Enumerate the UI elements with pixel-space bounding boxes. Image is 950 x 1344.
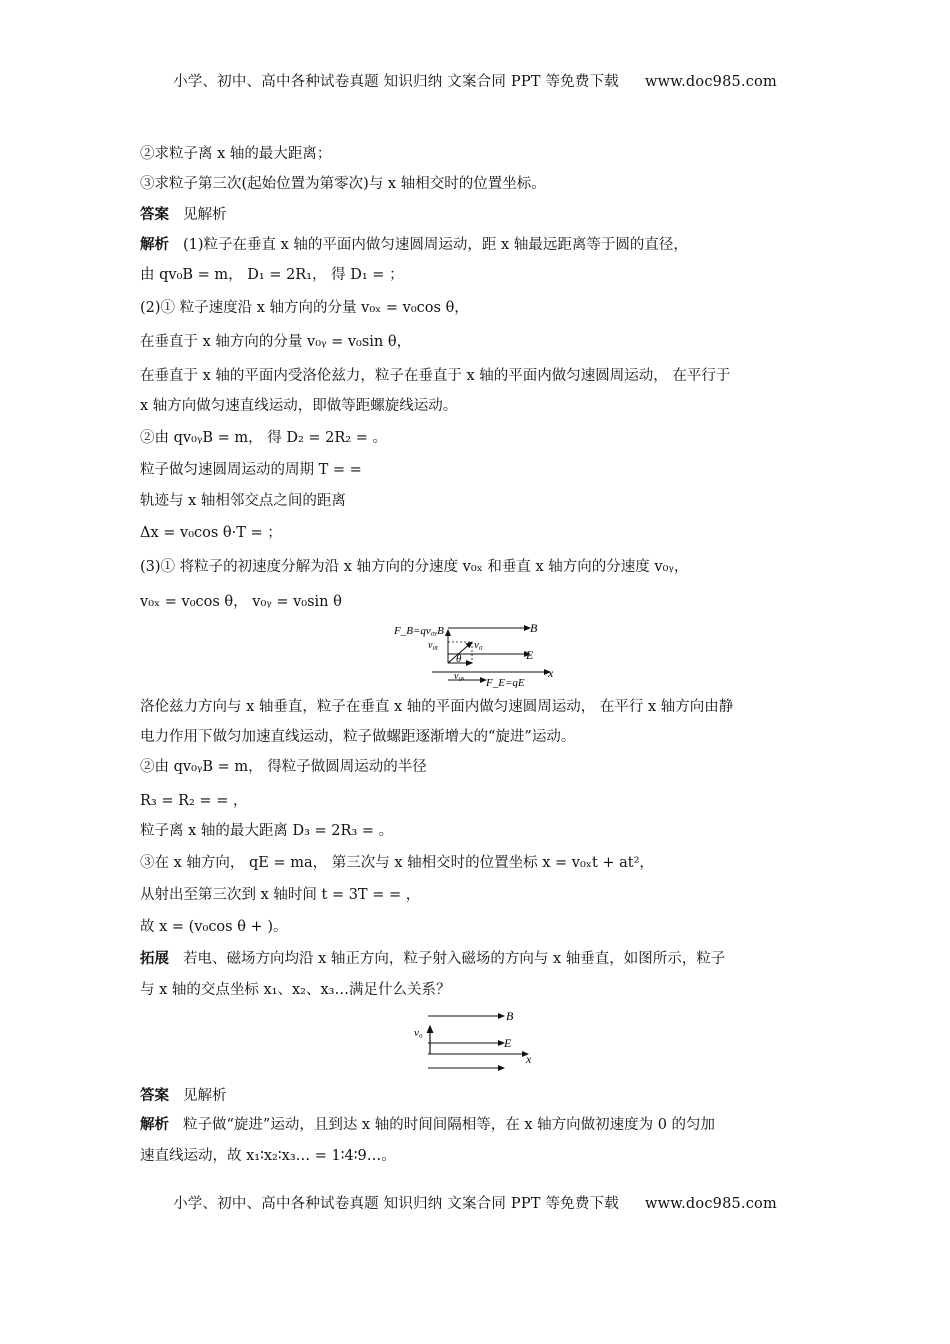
answer-label: 答案	[140, 206, 169, 223]
page-footer	[0, 1192, 950, 1213]
text-line: v₀ₓ = v₀cos θ， v₀ᵧ = v₀sin θ	[140, 594, 342, 610]
extension-label: 拓展	[140, 950, 169, 967]
v0x-label: v₀ₓ	[454, 671, 465, 682]
text-line: 从射出至第三次到 x 轴时间 t = 3T = = ，	[140, 887, 421, 903]
text-line: (3)① 将粒子的初速度分解为沿 x 轴方向的分速度 v₀ₓ 和垂直 x 轴方向的分速度 v₀ᵧ，	[140, 559, 689, 575]
x-label: x	[548, 666, 554, 680]
text-line: 在垂直于 x 轴的平面内受洛伦兹力，粒子在垂直于 x 轴的平面内做匀速圆周运动， 在平行于	[140, 368, 731, 384]
text-line: 在垂直于 x 轴方向的分量 v₀ᵧ = v₀sin θ，	[140, 334, 412, 350]
footer-text: 小学、初中、高中各种试卷真题 知识归纳 文案合同 PPT 等免费下载	[173, 1196, 619, 1212]
v0-label: v₀	[414, 1027, 423, 1039]
extension-line: 拓展 若电、磁场方向均沿 x 轴正方向，粒子射入磁场的方向与 x 轴垂直，如图所示，粒子	[140, 950, 726, 967]
answer-line: 答案 见解析	[140, 206, 227, 223]
answer-line: 答案 见解析	[140, 1087, 227, 1104]
analysis-label: 解析	[140, 1116, 169, 1133]
field-diagram	[410, 1010, 540, 1072]
e-label: E	[504, 1036, 512, 1050]
analysis-label: 解析	[140, 236, 169, 253]
header-text: 小学、初中、高中各种试卷真题 知识归纳 文案合同 PPT 等免费下载	[173, 74, 619, 90]
text-line: R₃ = R₂ = = ，	[140, 793, 248, 809]
text-line: ③在 x 轴方向， qE = ma， 第三次与 x 轴相交时的位置坐标 x = v₀ₓt + at²，	[140, 855, 654, 871]
page-header	[0, 70, 950, 91]
force-velocity-diagram	[390, 616, 570, 688]
text-line: ②由 qv₀ᵧB = m， 得 D₂ = 2R₂ = 。	[140, 430, 387, 446]
text-line: Δx = v₀cos θ·T = ；	[140, 525, 282, 541]
text-line: x 轴方向做匀速直线运动，即做等距螺旋线运动。	[140, 398, 458, 414]
theta-label: θ	[456, 653, 462, 665]
v0-label: v₀	[474, 639, 483, 651]
e-label: E	[526, 648, 534, 662]
header-site: www.doc985.com	[644, 74, 777, 90]
v0y-label: v₀ᵧ	[428, 640, 439, 651]
text-line: 由 qv₀B = m， D₁ = 2R₁， 得 D₁ = ；	[140, 267, 404, 283]
text-line: 粒子做匀速圆周运动的周期 T = =	[140, 462, 362, 478]
text-line: 洛伦兹力方向与 x 轴垂直，粒子在垂直 x 轴的平面内做匀速圆周运动， 在平行 x 轴方向由静	[140, 699, 734, 715]
text-line: 电力作用下做匀加速直线运动，粒子做螺距逐渐增大的“旋进”运动。	[140, 729, 576, 745]
analysis-line: 解析 粒子做“旋进”运动，且到达 x 轴的时间间隔相等，在 x 轴方向做初速度为 0 的匀加	[140, 1116, 716, 1133]
fe-label: F_E=qE	[486, 677, 525, 688]
text-line: ③求粒子第三次(起始位置为第零次)与 x 轴相交时的位置坐标。	[140, 176, 546, 192]
text-line: 与 x 轴的交点坐标 x₁、x₂、x₃…满足什么关系？	[140, 982, 451, 998]
text-line: (2)① 粒子速度沿 x 轴方向的分量 v₀ₓ = v₀cos θ，	[140, 300, 469, 316]
footer-site: www.doc985.com	[644, 1196, 777, 1212]
b-label: B	[530, 621, 538, 635]
text-line: 故 x = (v₀cos θ + )。	[140, 919, 288, 935]
text-line: 粒子离 x 轴的最大距离 D₃ = 2R₃ = 。	[140, 823, 394, 839]
analysis-line: 解析 (1)粒子在垂直 x 轴的平面内做匀速圆周运动，距 x 轴最远距离等于圆的直径，	[140, 236, 688, 253]
text-line: 速直线运动，故 x₁∶x₂∶x₃… = 1∶4∶9…。	[140, 1148, 396, 1164]
text-line: ②由 qv₀ᵧB = m， 得粒子做圆周运动的半径	[140, 759, 427, 775]
b-label: B	[506, 1010, 514, 1023]
fb-label: F_B=qv₀ᵧB	[394, 625, 444, 637]
answer-label: 答案	[140, 1087, 169, 1104]
x-label: x	[526, 1052, 532, 1066]
text-line: 轨迹与 x 轴相邻交点之间的距离	[140, 493, 346, 509]
text-line: ②求粒子离 x 轴的最大距离；	[140, 146, 332, 162]
